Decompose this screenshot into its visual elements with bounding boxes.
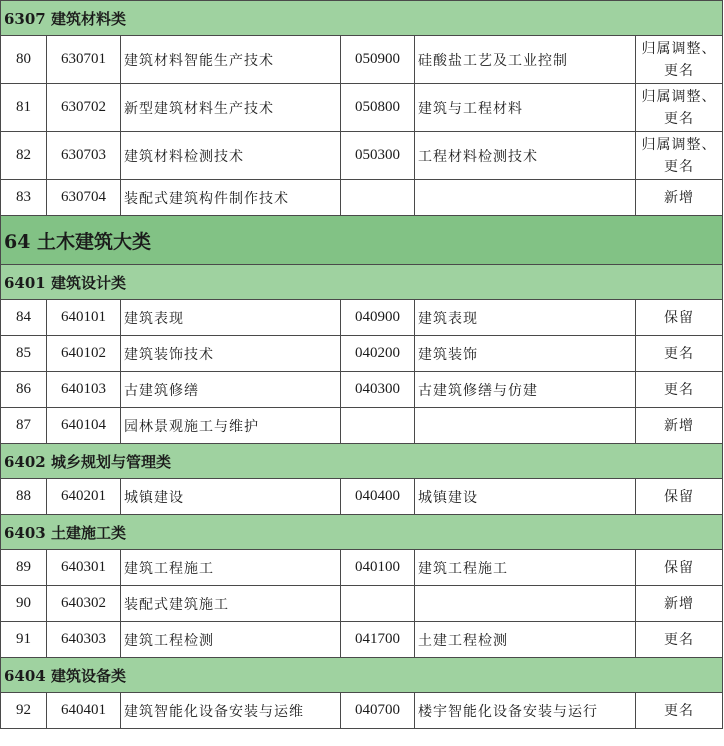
major-code-cell: 630703 <box>47 132 121 180</box>
change-status-cell: 更名 <box>636 693 723 729</box>
major-code-cell: 640302 <box>47 586 121 622</box>
table-row <box>1 180 723 216</box>
former-code-cell: 040200 <box>341 336 415 372</box>
former-name-cell: 工程材料检测技术 <box>415 132 636 180</box>
category-header <box>1 658 723 693</box>
major-name-cell: 建筑工程施工 <box>121 550 341 586</box>
major-code-cell: 640102 <box>47 336 121 372</box>
major-name-cell: 装配式建筑施工 <box>121 586 341 622</box>
category-title: 6402 城乡规划与管理类 <box>1 444 723 479</box>
former-code-cell: 040400 <box>341 479 415 515</box>
table-body <box>1 1 723 729</box>
major-code-cell: 630704 <box>47 180 121 216</box>
major-code-cell: 640101 <box>47 300 121 336</box>
category-title: 6404 建筑设备类 <box>1 658 723 693</box>
category-title: 6307 建筑材料类 <box>1 1 723 36</box>
change-status-cell: 更名 <box>636 336 723 372</box>
former-name-cell: 建筑与工程材料 <box>415 84 636 132</box>
table-row <box>1 84 723 132</box>
table-row <box>1 622 723 658</box>
major-name-cell: 建筑装饰技术 <box>121 336 341 372</box>
category-header <box>1 265 723 300</box>
table-row <box>1 479 723 515</box>
table-row <box>1 132 723 180</box>
major-code-cell: 630702 <box>47 84 121 132</box>
former-name-cell: 建筑工程施工 <box>415 550 636 586</box>
table-row <box>1 336 723 372</box>
change-status-cell: 更名 <box>636 372 723 408</box>
former-name-cell: 楼宇智能化设备安装与运行 <box>415 693 636 729</box>
former-name-cell: 建筑装饰 <box>415 336 636 372</box>
row-number-cell: 92 <box>1 693 47 729</box>
major-name-cell: 园林景观施工与维护 <box>121 408 341 444</box>
row-number-cell: 90 <box>1 586 47 622</box>
major-class-header <box>1 216 723 265</box>
row-number-cell: 85 <box>1 336 47 372</box>
major-name-cell: 新型建筑材料生产技术 <box>121 84 341 132</box>
table-row <box>1 408 723 444</box>
row-number-cell: 86 <box>1 372 47 408</box>
major-name-cell: 建筑材料检测技术 <box>121 132 341 180</box>
table-row <box>1 300 723 336</box>
major-name-cell: 建筑智能化设备安装与运维 <box>121 693 341 729</box>
change-status-cell: 新增 <box>636 586 723 622</box>
change-status-cell: 归属调整、更名 <box>636 84 723 132</box>
former-code-cell <box>341 180 415 216</box>
change-status-cell: 保留 <box>636 300 723 336</box>
change-status-cell: 归属调整、更名 <box>636 132 723 180</box>
former-code-cell: 040300 <box>341 372 415 408</box>
major-name-cell: 建筑材料智能生产技术 <box>121 36 341 84</box>
category-title: 6403 土建施工类 <box>1 515 723 550</box>
row-number-cell: 81 <box>1 84 47 132</box>
row-number-cell: 82 <box>1 132 47 180</box>
major-name-cell: 装配式建筑构件制作技术 <box>121 180 341 216</box>
former-code-cell: 050800 <box>341 84 415 132</box>
major-name-cell: 建筑工程检测 <box>121 622 341 658</box>
table-row <box>1 36 723 84</box>
former-name-cell: 古建筑修缮与仿建 <box>415 372 636 408</box>
change-status-cell: 新增 <box>636 180 723 216</box>
former-name-cell <box>415 180 636 216</box>
row-number-cell: 89 <box>1 550 47 586</box>
row-number-cell: 88 <box>1 479 47 515</box>
former-name-cell: 硅酸盐工艺及工业控制 <box>415 36 636 84</box>
change-status-cell: 保留 <box>636 479 723 515</box>
change-status-cell: 新增 <box>636 408 723 444</box>
major-code-cell: 640303 <box>47 622 121 658</box>
major-code-cell: 640401 <box>47 693 121 729</box>
row-number-cell: 87 <box>1 408 47 444</box>
major-code-cell: 640301 <box>47 550 121 586</box>
change-status-cell: 保留 <box>636 550 723 586</box>
change-status-cell: 更名 <box>636 622 723 658</box>
former-name-cell: 城镇建设 <box>415 479 636 515</box>
category-header <box>1 444 723 479</box>
major-name-cell: 古建筑修缮 <box>121 372 341 408</box>
category-title: 6401 建筑设计类 <box>1 265 723 300</box>
former-code-cell: 050300 <box>341 132 415 180</box>
former-name-cell <box>415 586 636 622</box>
former-code-cell: 041700 <box>341 622 415 658</box>
table-row <box>1 693 723 729</box>
change-status-cell: 归属调整、更名 <box>636 36 723 84</box>
major-code-cell: 640201 <box>47 479 121 515</box>
former-code-cell: 040900 <box>341 300 415 336</box>
category-header <box>1 515 723 550</box>
major-class-title: 64 土木建筑大类 <box>1 216 723 265</box>
row-number-cell: 80 <box>1 36 47 84</box>
former-name-cell <box>415 408 636 444</box>
former-code-cell: 050900 <box>341 36 415 84</box>
category-header <box>1 1 723 36</box>
table-row <box>1 586 723 622</box>
former-name-cell: 土建工程检测 <box>415 622 636 658</box>
table-row <box>1 550 723 586</box>
major-code-cell: 640104 <box>47 408 121 444</box>
row-number-cell: 83 <box>1 180 47 216</box>
table-row <box>1 372 723 408</box>
row-number-cell: 84 <box>1 300 47 336</box>
major-code-cell: 640103 <box>47 372 121 408</box>
former-code-cell <box>341 408 415 444</box>
major-name-cell: 建筑表现 <box>121 300 341 336</box>
row-number-cell: 91 <box>1 622 47 658</box>
major-code-cell: 630701 <box>47 36 121 84</box>
former-name-cell: 建筑表现 <box>415 300 636 336</box>
former-code-cell: 040700 <box>341 693 415 729</box>
former-code-cell: 040100 <box>341 550 415 586</box>
major-name-cell: 城镇建设 <box>121 479 341 515</box>
former-code-cell <box>341 586 415 622</box>
